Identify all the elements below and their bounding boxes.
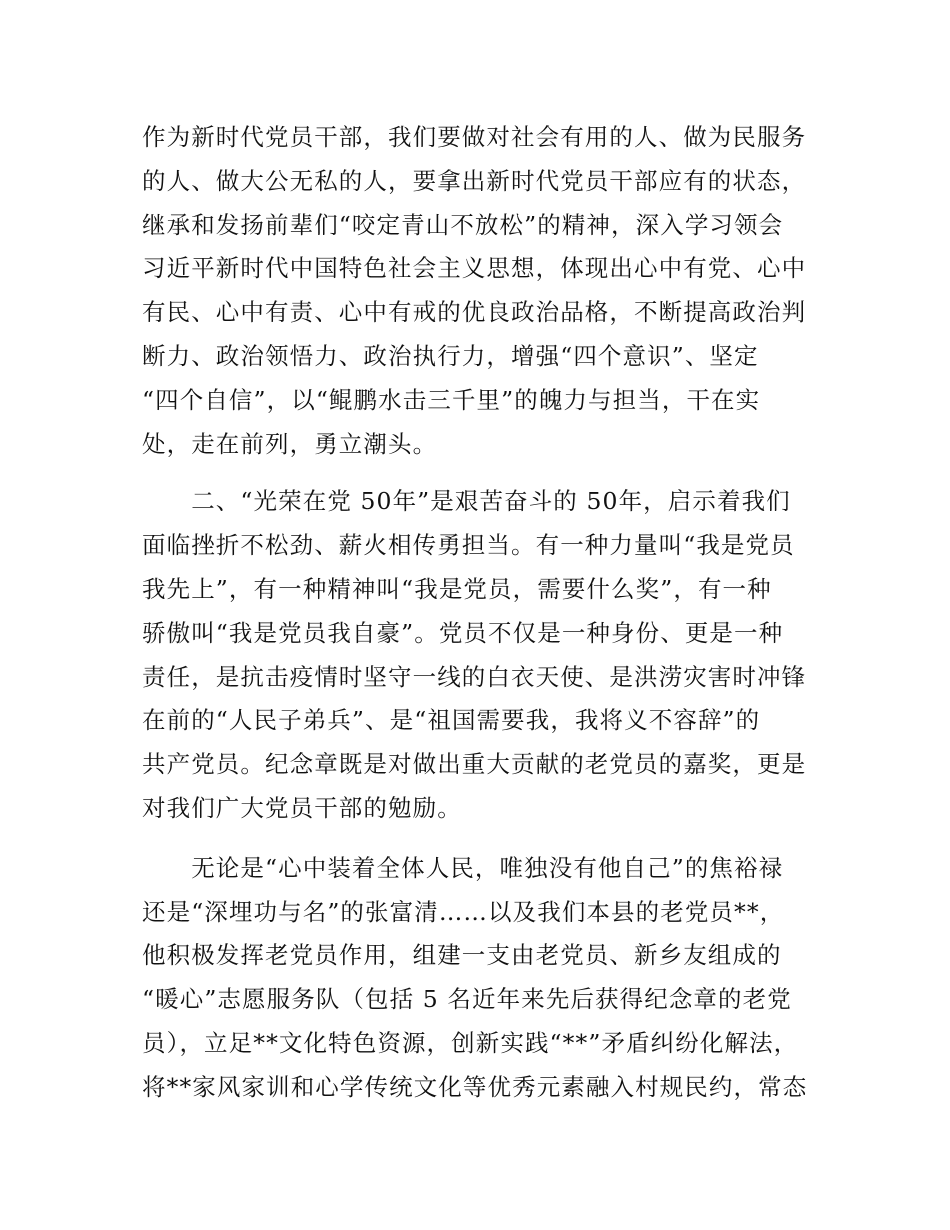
text-line: 我先上”，有一种精神叫“我是党员，需要什么奖”，有一种 (142, 574, 772, 603)
document-body (142, 116, 810, 1110)
text-line: 习近平新时代中国特色社会主义思想，体现出心中有党、心中 (142, 254, 807, 283)
paragraph-spacer (142, 831, 810, 847)
text-line: 将**家风家训和心学传统文化等优秀元素融入村规民约，常态 (142, 1072, 808, 1101)
paragraph-2 (142, 480, 810, 830)
text-line: 共产党员。纪念章既是对做出重大贡献的老党员的嘉奖，更是 (142, 750, 807, 779)
paragraph-1 (142, 116, 810, 466)
text-line: 断力、政治领悟力、政治执行力，增强“四个意识”、坚定 (142, 341, 759, 370)
text-line: 还是“深埋功与名”的张富清……以及我们本县的老党员**， (142, 897, 785, 926)
text-line: 无论是“心中装着全体人民，唯独没有他自己”的焦裕禄 (142, 853, 784, 882)
text-line: 作为新时代党员干部，我们要做对社会有用的人、做为民服务 (142, 123, 807, 151)
text-line: “暖心”志愿服务队（包括 5 名近年来先后获得纪念章的老党 (142, 985, 792, 1014)
text-line: 对我们广大党员干部的勉励。 (142, 793, 462, 822)
paragraph-spacer (142, 466, 810, 480)
text-line: 二、“光荣在党 50年”是艰苦奋斗的 50年，启示着我们 (142, 487, 791, 516)
text-line: 面临挫折不松劲、薪火相传勇担当。有一种力量叫“我是党员 (142, 531, 795, 560)
text-line: 员），立足**文化特色资源，创新实践“**”矛盾纠纷化解法， (142, 1028, 799, 1057)
paragraph-3 (142, 847, 810, 1110)
text-line: 他积极发挥老党员作用，组建一支由老党员、新乡友组成的 (142, 941, 782, 970)
text-line: “四个自信”，以“鲲鹏水击三千里”的魄力与担当，干在实 (142, 385, 761, 414)
text-line: 处，走在前列，勇立潮头。 (142, 429, 438, 458)
text-line: 责任，是抗击疫情时坚守一线的白衣天使、是洪涝灾害时冲锋 (142, 662, 807, 691)
text-line: 在前的“人民子弟兵”、是“祖国需要我，我将义不容辞”的 (142, 706, 761, 735)
text-line: 继承和发扬前辈们“咬定青山不放松”的精神，深入学习领会 (142, 210, 784, 239)
text-line: 骄傲叫“我是党员我自豪”。党员不仅是一种身份、更是一种 (142, 618, 784, 647)
text-line: 有民、心中有责、心中有戒的优良政治品格，不断提高政治判 (142, 298, 807, 327)
text-line: 的人、做大公无私的人，要拿出新时代党员干部应有的状态， (142, 166, 807, 195)
